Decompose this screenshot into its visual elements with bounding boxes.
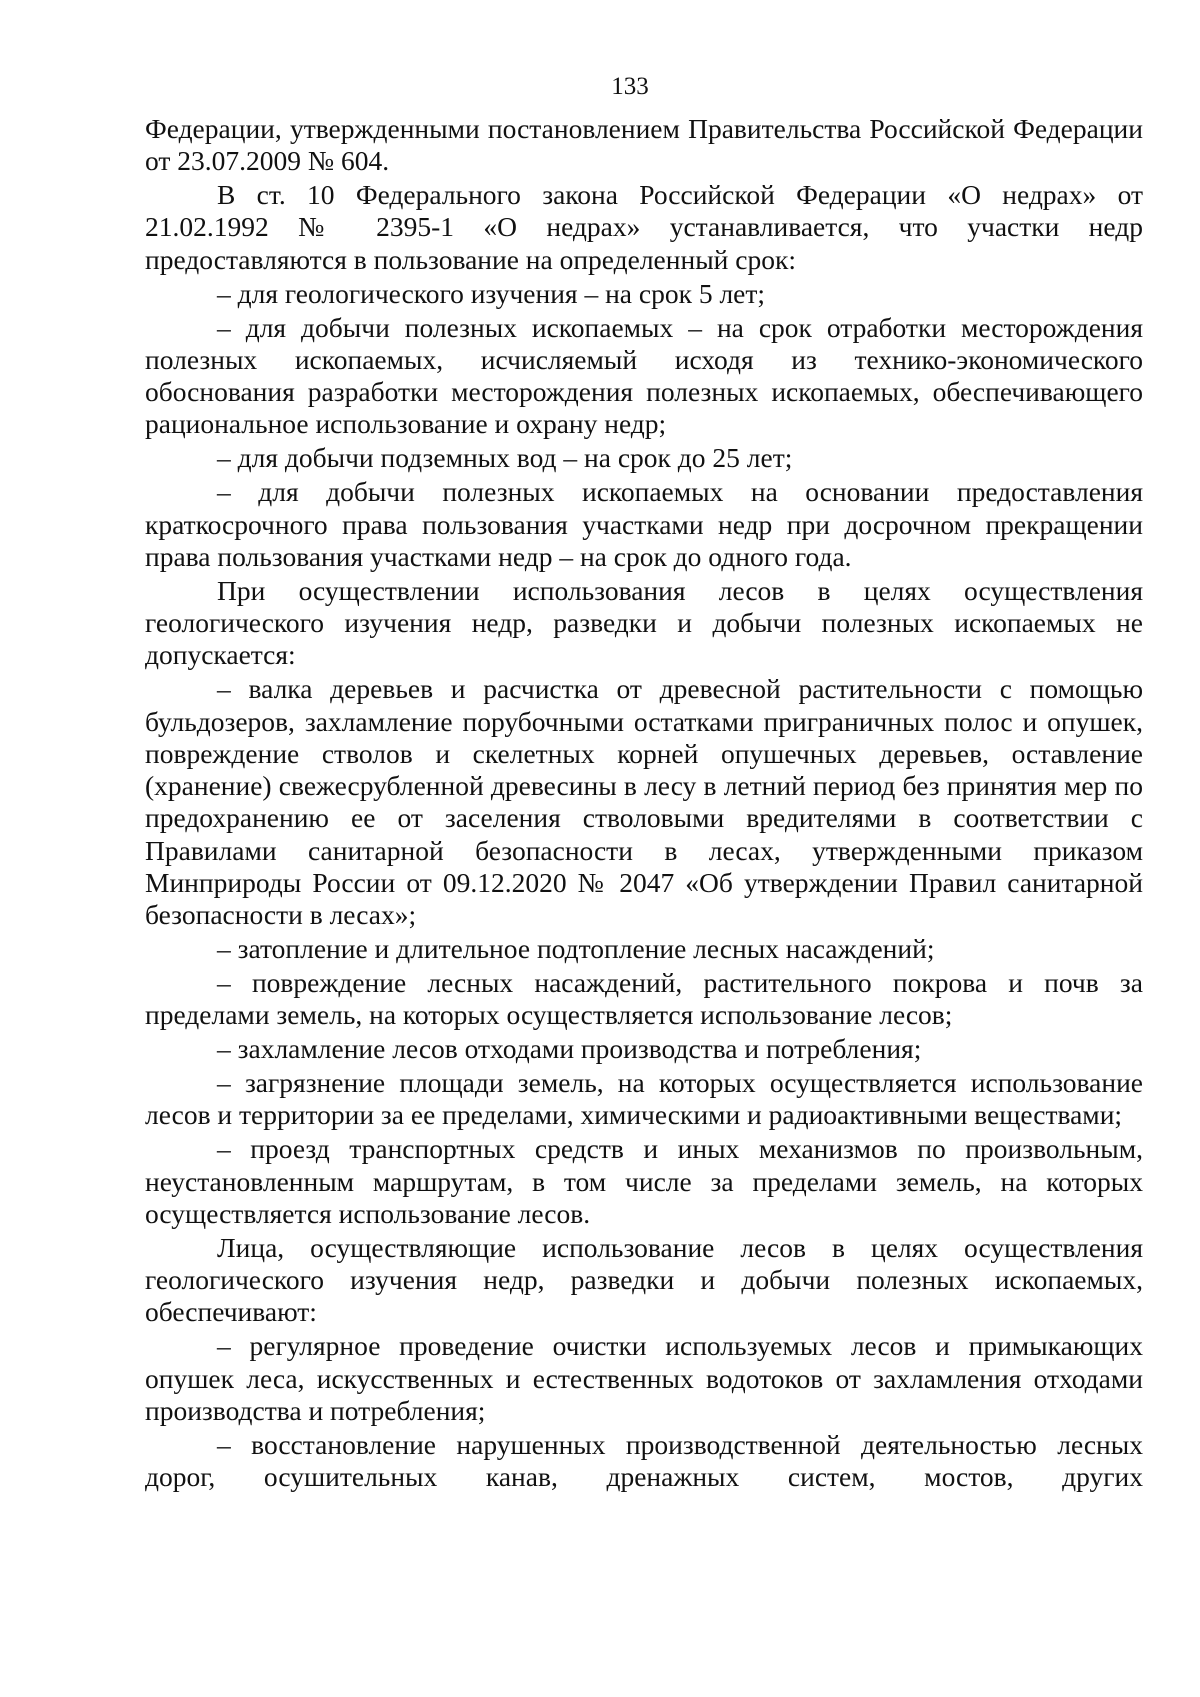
list-item: – регулярное проведение очистки используемых лесов и примыкающих опушек леса, искусственных и естественных водотоков от захламления отходами производства и потребления;	[145, 1330, 1143, 1426]
list-item: – затопление и длительное подтопление лесных насаждений;	[217, 933, 935, 965]
paragraph: При осуществлении использования лесов в целях осуществления геологического изучения недр, разведки и добычи полезных ископаемых не допускается:	[145, 574, 1143, 671]
list-item: – для добычи полезных ископаемых – на срок отработки месторождения полезных ископаемых, исчисляемый исходя из технико-экономического обоснования разработки месторождения полезных ископаемых, обеспечивающего рациональное использование и охрану недр;	[145, 311, 1143, 440]
list-item: – валка деревьев и расчистка от древесной растительности с помощью бульдозеров, захламление порубочными остатками приграничных полос и опушек, повреждение стволов и скелетных корней опушечных деревьев, оставление (хранение) свежесрубленной древесины в лесу в летний период без принятия мер по предохранению ее от заселения стволовыми вредителями в соответствии с Правилами санитарной безопасности в лесах, утвержденными приказом Минприроды России от 09.12.2020 № 2047 «Об утверждении Правил санитарной безопасности в лесах»;	[145, 673, 1143, 931]
document-body	[145, 113, 1143, 1495]
list-item: – для геологического изучения – на срок 5 лет;	[217, 277, 766, 309]
list-item: – для добычи полезных ископаемых на основании предоставления краткосрочного права пользования участками недр при досрочном прекращении права пользования участками недр – на срок до одного года.	[145, 476, 1143, 572]
list-item: – восстановление нарушенных производственной деятельностью лесных дорог, осушительных канав, дренажных систем, мостов, других	[145, 1428, 1143, 1493]
list-item: – захламление лесов отходами производства и потребления;	[217, 1033, 922, 1065]
page-number: 133	[611, 73, 649, 100]
list-item: – повреждение лесных насаждений, растительного покрова и почв за пределами земель, на которых осуществляется использование лесов;	[145, 967, 1143, 1031]
list-item: – проезд транспортных средств и иных механизмов по произвольным, неустановленным маршрутам, в том числе за пределами земель, на которых осуществляется использование лесов.	[145, 1133, 1143, 1229]
paragraph: Лица, осуществляющие использование лесов в целях осуществления геологического изучения недр, разведки и добычи полезных ископаемых, обеспечивают:	[145, 1231, 1143, 1328]
list-item: – для добычи подземных вод – на срок до 25 лет;	[217, 442, 793, 474]
list-item: – загрязнение площади земель, на которых осуществляется использование лесов и территории за ее пределами, химическими и радиоактивными веществами;	[145, 1067, 1143, 1131]
paragraph: В ст. 10 Федерального закона Российской Федерации «О недрах» от 21.02.1992 № 2395-1 «О недрах» устанавливается, что участки недр предоставляются в пользование на определенный срок:	[145, 179, 1143, 275]
paragraph: Федерации, утвержденными постановлением Правительства Российской Федерации от 23.07.2009 № 604.	[145, 113, 1143, 177]
